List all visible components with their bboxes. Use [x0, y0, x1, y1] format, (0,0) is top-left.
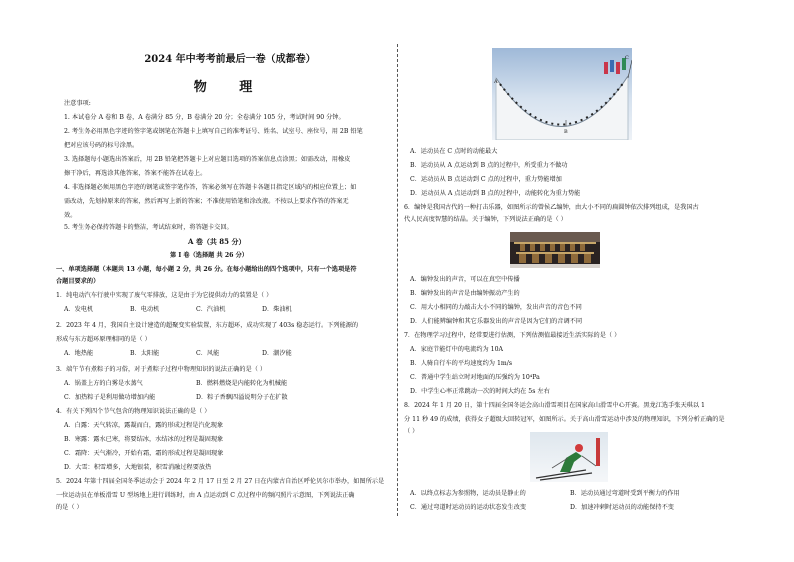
bianzhong-figure [510, 232, 600, 268]
halfpipe-drawing [492, 48, 632, 140]
q8-option-a: A．以终点标志为参照物，运动员是静止的 [410, 490, 526, 497]
q1-option-a: A．发电机 [64, 306, 94, 313]
label-point-c: C [625, 55, 629, 61]
question-8-stem: 8．2024 年 1 月 20 日，第十四届全国冬运会高山滑雪项目在国家高山滑雪中心开赛。黑龙江选手张天琪以 1 [404, 402, 705, 409]
question-5-stem: 5．2024 年第十四届全国冬季运动会于 2024 年 2 月 17 日至 2 月 27 日在内蒙古自治区呼伦贝尔市举办，如图所示是 [56, 478, 385, 485]
exam-title: 2024 年中考考前最后一卷（成都卷） [144, 54, 316, 65]
q4-option-c: C．霜降：天气渐冷，开始有霜，霜的形成过程是凝固现象 [64, 450, 224, 457]
q3-option-c: C．加热粽子是利用做功增加内能 [64, 394, 156, 401]
note-line: 擦干净后，再选涂其他答案，答案不能答在试卷上。 [64, 170, 207, 177]
q1-option-d: D．柴油机 [262, 306, 292, 313]
label-point-a: A [494, 79, 498, 85]
q5-option-c: C．运动员从 B 点运动到 C 点的过程中，重力势能增加 [410, 176, 562, 183]
question-5-stem: 的是（ ） [56, 504, 83, 511]
q5-option-a: A．运动员在 C 点时的动能最大 [410, 148, 498, 155]
question-4-stem: 4．有关下列四个节气包含的物理知识说法正确的是（ ） [56, 408, 211, 415]
question-8-stem: （ ） [404, 428, 419, 435]
q8-option-b: B．运动员通过弯道时受到平衡力的作用 [570, 490, 680, 497]
q4-option-d: D．大雪：积雪增多，大地银装，积雪消融过程要放热 [64, 464, 212, 471]
question-6-stem: 6．编钟是我国古代的一种打击乐器，如图所示的曾侯乙编钟，由大小不同的扁圆钟依次排列组成，是我国古 [404, 204, 699, 211]
q7-option-b: B．人骑自行车的平均速度约为 1m/s [410, 360, 513, 367]
note-line: 2. 考生务必用黑色字迹的签字笔或钢笔在答题卡上填写自己的准考证号、姓名、试室号、座位号，用 2B 铅笔 [64, 128, 363, 135]
instruction-line: 一、单项选择题（本题共 13 小题，每小题 2 分，共 26 分。在每小题给出的四个选项中，只有一个选项是符 [56, 266, 357, 273]
note-line: 效。 [64, 212, 77, 219]
skier-drawing [530, 432, 608, 482]
q3-option-b: B．燃料燃烧是内能转化为机械能 [196, 380, 288, 387]
question-6-stem: 代人民高度智慧的结晶。关于编钟，下列说法正确的是（ ） [404, 216, 567, 223]
question-7-stem: 7．在物理学习过程中，经常要进行估测，下列估测值最接近生活实际的是（ ） [404, 332, 621, 339]
q6-option-b: B．编钟发出的声音是由编钟振动产生的 [410, 290, 520, 297]
q2-option-d: D．潮汐能 [262, 350, 292, 357]
column-divider [397, 44, 398, 516]
q2-option-b: B．太阳能 [130, 350, 160, 357]
bianzhong-drawing [510, 232, 600, 268]
q6-option-c: C．用大小相同的力敲击大小不同的编钟，发出声音的音色不同 [410, 304, 582, 311]
question-5-stem: 一位运动员在单板滑雪 U 型场地上进行训练时，由 A 点运动到 C 点过程中的频闪照片示意图，下列说法正确 [56, 492, 355, 499]
q4-option-b: B．寒露：露水已寒，将要结冰，水结冰的过程是凝固现象 [64, 436, 224, 443]
q4-option-a: A．白露：天气转凉，露凝而白，露的形成过程是汽化现象 [64, 422, 224, 429]
part-one-heading: 第 Ⅰ 卷（选择题 共 26 分） [170, 252, 248, 259]
q8-option-c: C．通过弯道时运动员的运动状态发生改变 [410, 504, 527, 511]
question-2-stem: 2．2023 年 4 月，我国自主设计建造的超聚变实验装置，东方超环，成功实现了 403s 稳态运行。下列能源的 [56, 322, 359, 329]
q6-option-a: A．编钟发出的声音，可以在真空中传播 [410, 276, 520, 283]
section-a-heading: A 卷（共 85 分） [188, 237, 246, 246]
note-line: 4. 非选择题必须用黑色字迹的钢笔或签字笔作答，答案必须写在答题卡各题目指定区域内的相应位置上；如 [64, 184, 357, 191]
note-line: 5. 考生务必保持答题卡的整洁，考试结束时，将答题卡交回。 [64, 224, 233, 231]
note-line: 1. 本试卷分 A 卷和 B 卷，A 卷满分 85 分，B 卷满分 20 分；全卷满分 105 分，考试时间 90 分钟。 [64, 114, 345, 121]
q1-option-b: B．电动机 [130, 306, 160, 313]
q7-option-a: A．家庭节能灯中的电流约为 10A [410, 346, 504, 353]
note-line: 把对应该号码的标号涂黑。 [64, 142, 139, 149]
halfpipe-figure [492, 48, 632, 140]
q2-option-c: C．风能 [196, 350, 220, 357]
q5-option-d: D．运动员从 A 点运动到 B 点的过程中，动能转化为重力势能 [410, 190, 581, 197]
question-2-stem: 形成与东方超环原理相同的是（ ） [56, 336, 151, 343]
q3-option-a: A．锅盖上方的白雾是水蒸气 [64, 380, 143, 387]
question-3-stem: 3．端午节有煮粽子的习俗，对于煮粽子过程中物理知识的说法正确的是（ ） [56, 366, 267, 373]
q1-option-c: C．汽油机 [196, 306, 226, 313]
skier-figure [530, 432, 608, 482]
instruction-line: 合题目要求的） [56, 278, 100, 285]
q6-option-d: D．人们能辨编钟和其它乐器发出的声音是因为它们的音调不同 [410, 318, 583, 325]
q2-option-a: A．地热能 [64, 350, 94, 357]
q5-option-b: B．运动员从 A 点运动到 B 点的过程中，所受重力不做功 [410, 162, 568, 169]
note-line: 需改动，先划掉原来的答案，然后再写上新的答案；不准使用铅笔和涂改液。不按以上要求作答的答案无 [64, 198, 349, 205]
label-point-b: B [564, 129, 568, 135]
q7-option-c: C．普通中学生站立时对地面的压强约为 10⁴Pa [410, 374, 540, 381]
question-8-stem: 分 11 秒 49 的成绩，获得女子超级大回转冠军，如图所示。关于高山滑雪运动中涉及的物理知识，下列分析正确的是 [404, 416, 725, 423]
notes-heading: 注意事项: [64, 100, 91, 107]
question-1-stem: 1．纯电动汽车行驶中实现了废气零排放，这是由于为它提供动力的装置是（ ） [56, 292, 273, 299]
q8-option-d: D．加速冲刺时运动员的动能保持不变 [570, 504, 674, 511]
q7-option-d: D．中学生心率正常跳动一次的时间大约在 5s 左右 [410, 388, 550, 395]
note-line: 3. 选择题每小题选出答案后，用 2B 铅笔把答题卡上对应题目选项的答案信息点涂黑；如需改动，用橡皮 [64, 156, 351, 163]
subject-title: 物 理 [193, 80, 267, 95]
q3-option-d: D．粽子香飘四溢说明分子在扩散 [196, 394, 288, 401]
